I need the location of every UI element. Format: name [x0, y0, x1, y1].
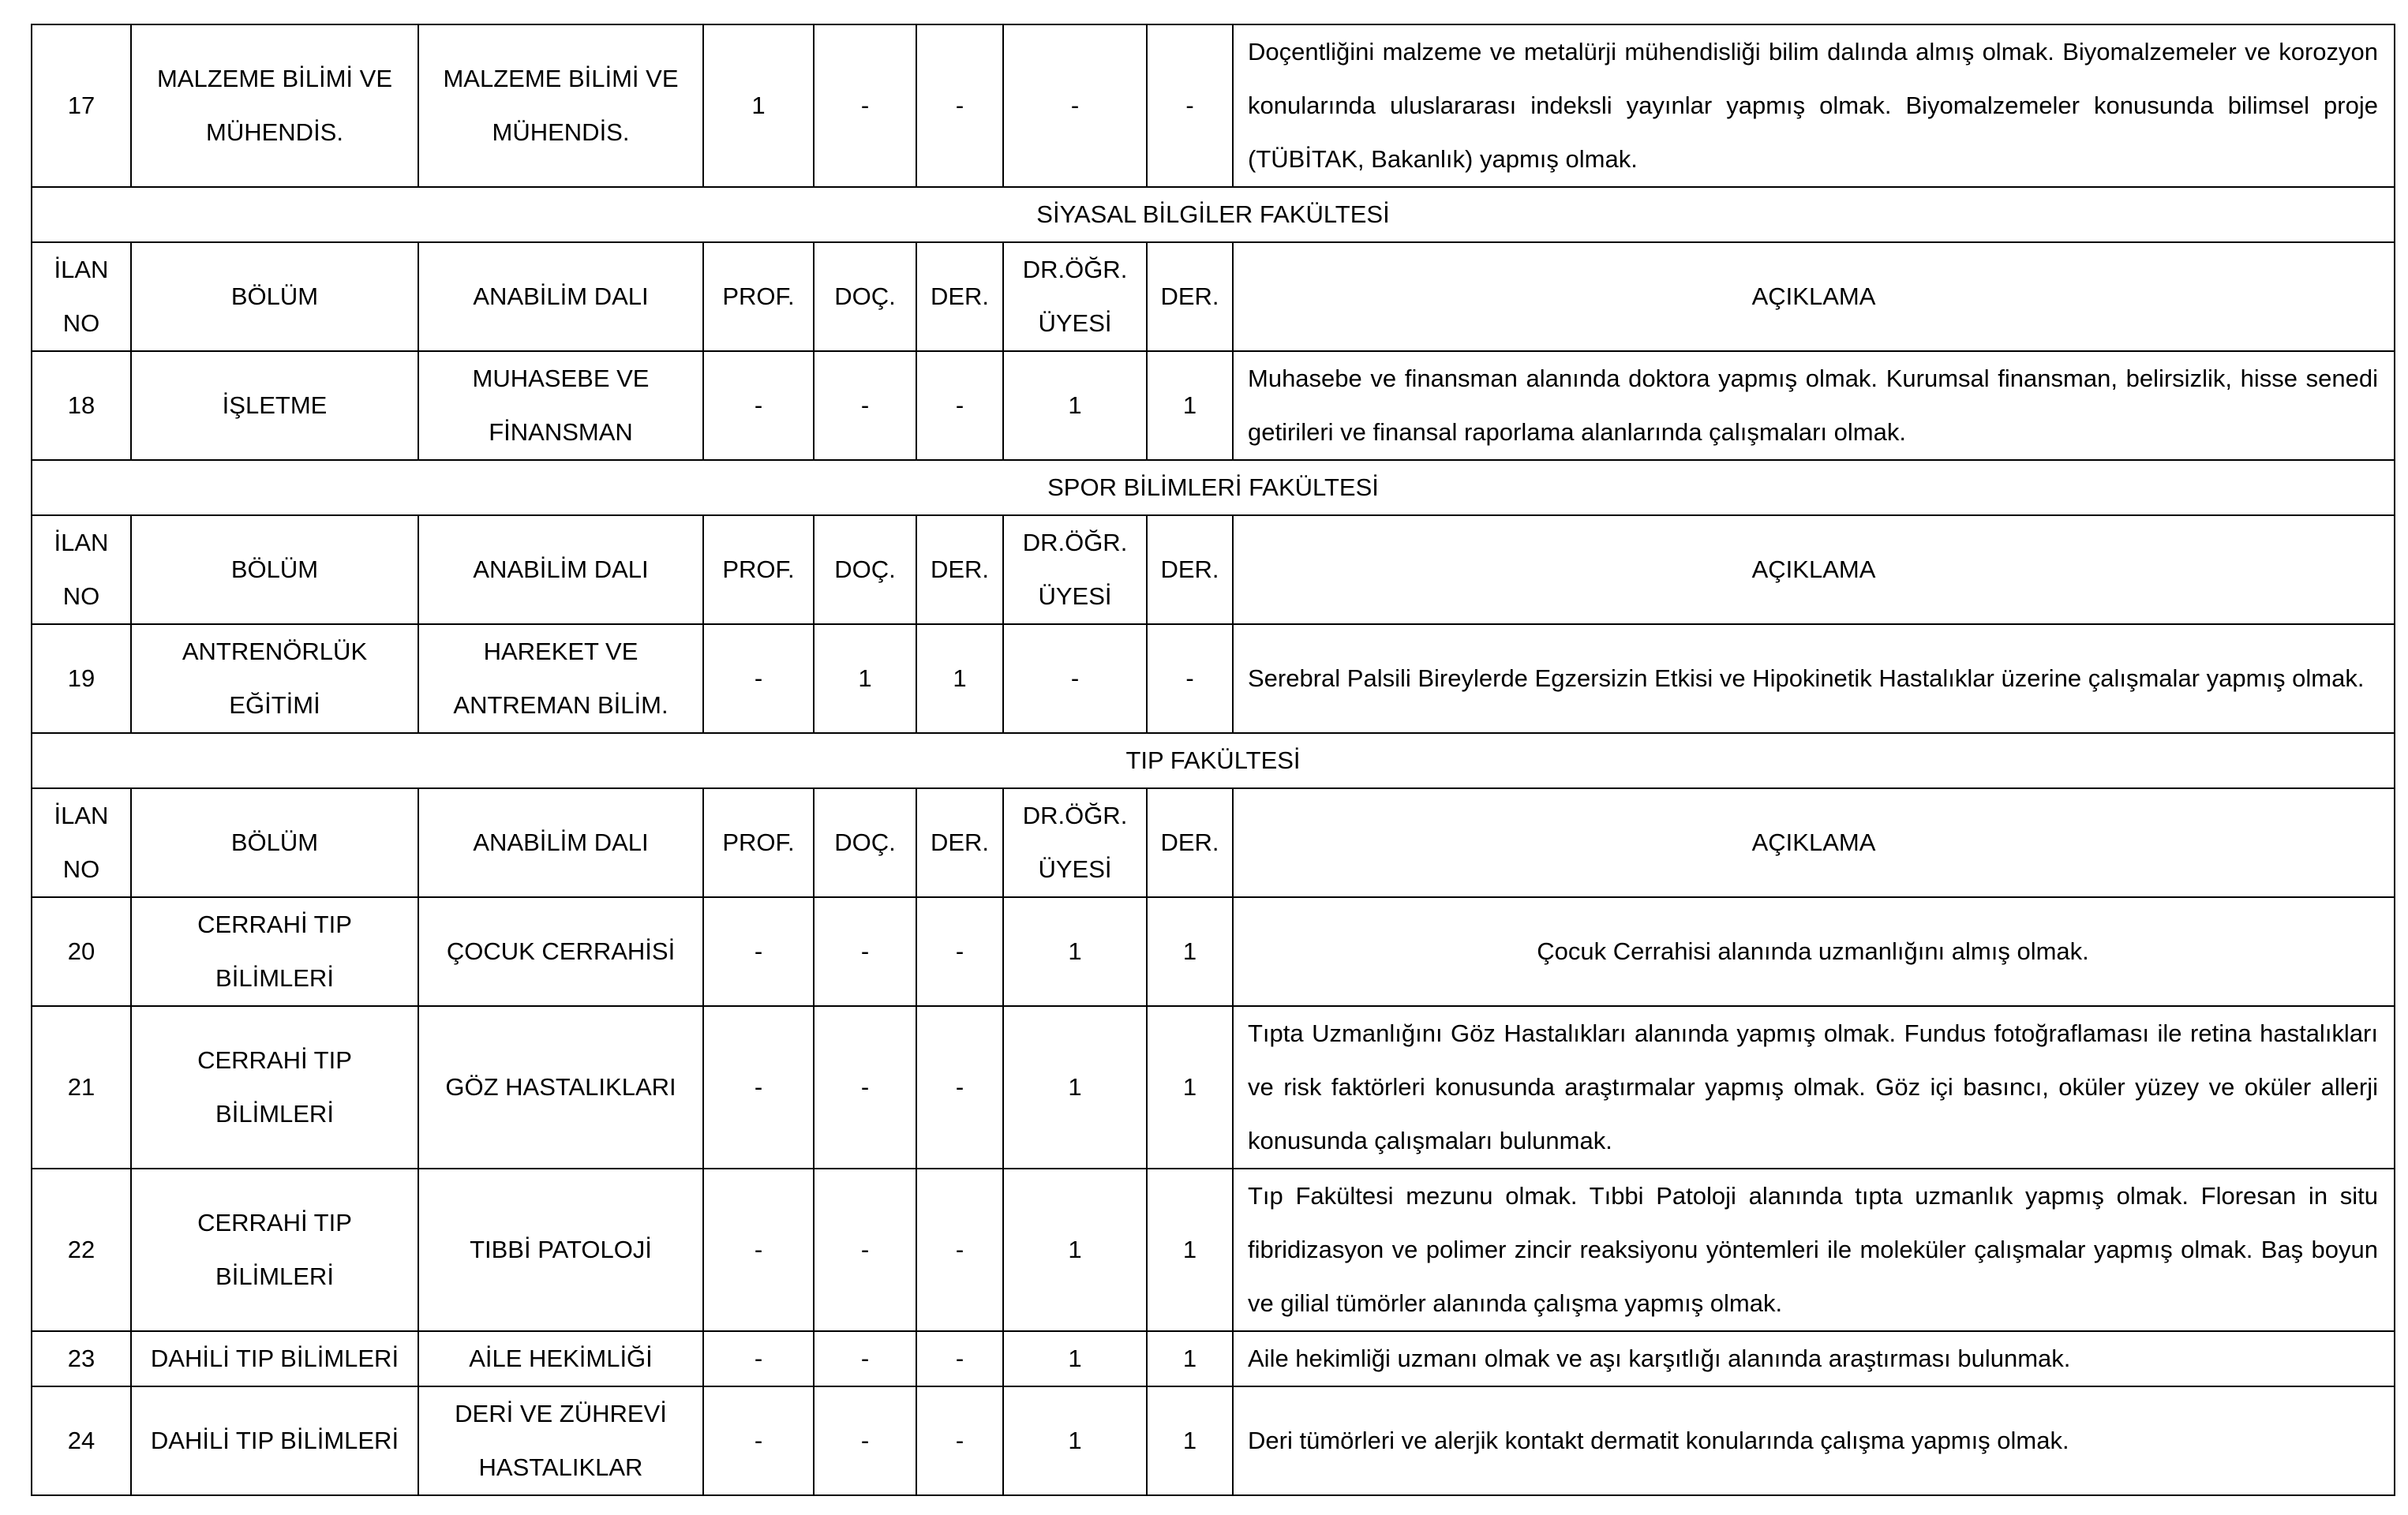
bolum-cell: CERRAHİ TIP BİLİMLERİ [131, 1006, 418, 1169]
header-row [32, 242, 2395, 351]
header-row [32, 788, 2395, 897]
prof-cell: - [703, 1006, 814, 1169]
doc-cell: - [814, 897, 916, 1006]
header-prof: PROF. [703, 515, 814, 624]
der2-cell: 1 [1147, 351, 1233, 460]
aciklama-cell: Muhasebe ve finansman alanında doktora yapmış olmak. Kurumsal finansman, belirsizlik, hisse senedi getirileri ve finansal raporlama alanlarında çalışmaları olmak. [1233, 351, 2395, 460]
positions-table [31, 24, 2395, 1496]
prof-cell: - [703, 624, 814, 733]
aciklama-cell: Deri tümörleri ve alerjik kontakt dermatit konularında çalışma yapmış olmak. [1233, 1386, 2395, 1495]
prof-cell: - [703, 1169, 814, 1331]
der-cell: - [916, 1386, 1003, 1495]
header-dr-ogr-uyesi: DR.ÖĞR. ÜYESİ [1003, 515, 1147, 624]
dr-ogr-uyesi-cell: 1 [1003, 1386, 1147, 1495]
dr-ogr-uyesi-cell: 1 [1003, 1006, 1147, 1169]
anabilim-cell: ÇOCUK CERRAHİSİ [418, 897, 703, 1006]
aciklama-cell: Serebral Palsili Bireylerde Egzersizin Etkisi ve Hipokinetik Hastalıklar üzerine çalışmalar yapmış olmak. [1233, 624, 2395, 733]
ilan-no-cell: 24 [32, 1386, 131, 1495]
table-row [32, 24, 2395, 187]
aciklama-cell: Tıpta Uzmanlığını Göz Hastalıkları alanında yapmış olmak. Fundus fotoğraflaması ile retina hastalıkları ve risk faktörleri konusunda araştırmalar yapmış olmak. Göz içi basıncı, oküler yüzey ve oküler allerji konusunda çalışmaları bulunmak. [1233, 1006, 2395, 1169]
bolum-cell: İŞLETME [131, 351, 418, 460]
header-der: DER. [916, 788, 1003, 897]
anabilim-cell: AİLE HEKİMLİĞİ [418, 1331, 703, 1386]
header-aciklama: AÇIKLAMA [1233, 515, 2395, 624]
der-cell: - [916, 351, 1003, 460]
ilan-no-cell: 22 [32, 1169, 131, 1331]
prof-cell: - [703, 1331, 814, 1386]
header-ilan-no: İLAN NO [32, 242, 131, 351]
prof-cell: - [703, 1386, 814, 1495]
header-doc: DOÇ. [814, 788, 916, 897]
dr-ogr-uyesi-cell: 1 [1003, 1331, 1147, 1386]
bolum-cell: DAHİLİ TIP BİLİMLERİ [131, 1386, 418, 1495]
table-row [32, 1006, 2395, 1169]
der2-cell: 1 [1147, 1331, 1233, 1386]
dr-ogr-uyesi-cell: 1 [1003, 1169, 1147, 1331]
header-dr-ogr-uyesi: DR.ÖĞR. ÜYESİ [1003, 788, 1147, 897]
prof-cell: - [703, 351, 814, 460]
header-der: DER. [916, 242, 1003, 351]
header-der2: DER. [1147, 788, 1233, 897]
der-cell: 1 [916, 624, 1003, 733]
header-anabilim-dali: ANABİLİM DALI [418, 515, 703, 624]
der-cell: - [916, 1331, 1003, 1386]
header-anabilim-dali: ANABİLİM DALI [418, 242, 703, 351]
prof-cell: - [703, 897, 814, 1006]
aciklama-cell: Tıp Fakültesi mezunu olmak. Tıbbi Patoloji alanında tıpta uzmanlık yapmış olmak. Floresan in situ fibridizasyon ve polimer zincir reaksiyonu yöntemleri ile moleküler çalışmalar yapmış olmak. Baş boyun ve gilial tümörler alanında çalışma yapmış olmak. [1233, 1169, 2395, 1331]
anabilim-cell: MALZEME BİLİMİ VE MÜHENDİS. [418, 24, 703, 187]
doc-cell: 1 [814, 624, 916, 733]
header-row [32, 515, 2395, 624]
der2-cell: - [1147, 24, 1233, 187]
aciklama-cell: Çocuk Cerrahisi alanında uzmanlığını almış olmak. [1233, 897, 2395, 1006]
ilan-no-cell: 17 [32, 24, 131, 187]
table-row [32, 1331, 2395, 1386]
table-row [32, 1169, 2395, 1331]
der-cell: - [916, 1169, 1003, 1331]
header-bolum: BÖLÜM [131, 515, 418, 624]
header-anabilim-dali: ANABİLİM DALI [418, 788, 703, 897]
header-bolum: BÖLÜM [131, 242, 418, 351]
faculty-title: SPOR BİLİMLERİ FAKÜLTESİ [32, 460, 2395, 515]
der-cell: - [916, 24, 1003, 187]
header-doc: DOÇ. [814, 515, 916, 624]
faculty-title: SİYASAL BİLGİLER FAKÜLTESİ [32, 187, 2395, 242]
faculty-row [32, 733, 2395, 788]
der2-cell: 1 [1147, 1006, 1233, 1169]
header-dr-ogr-uyesi: DR.ÖĞR. ÜYESİ [1003, 242, 1147, 351]
table-row [32, 351, 2395, 460]
doc-cell: - [814, 351, 916, 460]
header-aciklama: AÇIKLAMA [1233, 788, 2395, 897]
header-doc: DOÇ. [814, 242, 916, 351]
header-der: DER. [916, 515, 1003, 624]
ilan-no-cell: 20 [32, 897, 131, 1006]
bolum-cell: ANTRENÖRLÜK EĞİTİMİ [131, 624, 418, 733]
der-cell: - [916, 1006, 1003, 1169]
bolum-cell: CERRAHİ TIP BİLİMLERİ [131, 897, 418, 1006]
aciklama-cell: Doçentliğini malzeme ve metalürji mühendisliği bilim dalında almış olmak. Biyomalzemeler ve korozyon konularında uluslararası indeksli yayınlar yapmış olmak. Biyomalzemeler konusunda bilimsel proje (TÜBİTAK, Bakanlık) yapmış olmak. [1233, 24, 2395, 187]
anabilim-cell: HAREKET VE ANTREMAN BİLİM. [418, 624, 703, 733]
anabilim-cell: MUHASEBE VE FİNANSMAN [418, 351, 703, 460]
doc-cell: - [814, 24, 916, 187]
table-row [32, 1386, 2395, 1495]
header-bolum: BÖLÜM [131, 788, 418, 897]
ilan-no-cell: 23 [32, 1331, 131, 1386]
dr-ogr-uyesi-cell: - [1003, 24, 1147, 187]
bolum-cell: DAHİLİ TIP BİLİMLERİ [131, 1331, 418, 1386]
table-row [32, 897, 2395, 1006]
der2-cell: 1 [1147, 1169, 1233, 1331]
der2-cell: 1 [1147, 897, 1233, 1006]
ilan-no-cell: 19 [32, 624, 131, 733]
der2-cell: 1 [1147, 1386, 1233, 1495]
header-ilan-no: İLAN NO [32, 515, 131, 624]
ilan-no-cell: 21 [32, 1006, 131, 1169]
header-prof: PROF. [703, 788, 814, 897]
dr-ogr-uyesi-cell: - [1003, 624, 1147, 733]
der-cell: - [916, 897, 1003, 1006]
dr-ogr-uyesi-cell: 1 [1003, 351, 1147, 460]
faculty-row [32, 460, 2395, 515]
anabilim-cell: DERİ VE ZÜHREVİ HASTALIKLAR [418, 1386, 703, 1495]
header-prof: PROF. [703, 242, 814, 351]
header-ilan-no: İLAN NO [32, 788, 131, 897]
faculty-title: TIP FAKÜLTESİ [32, 733, 2395, 788]
prof-cell: 1 [703, 24, 814, 187]
table-row [32, 624, 2395, 733]
doc-cell: - [814, 1006, 916, 1169]
ilan-no-cell: 18 [32, 351, 131, 460]
doc-cell: - [814, 1331, 916, 1386]
doc-cell: - [814, 1169, 916, 1331]
aciklama-cell: Aile hekimliği uzmanı olmak ve aşı karşıtlığı alanında araştırması bulunmak. [1233, 1331, 2395, 1386]
dr-ogr-uyesi-cell: 1 [1003, 897, 1147, 1006]
header-aciklama: AÇIKLAMA [1233, 242, 2395, 351]
bolum-cell: CERRAHİ TIP BİLİMLERİ [131, 1169, 418, 1331]
anabilim-cell: GÖZ HASTALIKLARI [418, 1006, 703, 1169]
anabilim-cell: TIBBİ PATOLOJİ [418, 1169, 703, 1331]
header-der2: DER. [1147, 242, 1233, 351]
der2-cell: - [1147, 624, 1233, 733]
doc-cell: - [814, 1386, 916, 1495]
header-der2: DER. [1147, 515, 1233, 624]
faculty-row [32, 187, 2395, 242]
bolum-cell: MALZEME BİLİMİ VE MÜHENDİS. [131, 24, 418, 187]
